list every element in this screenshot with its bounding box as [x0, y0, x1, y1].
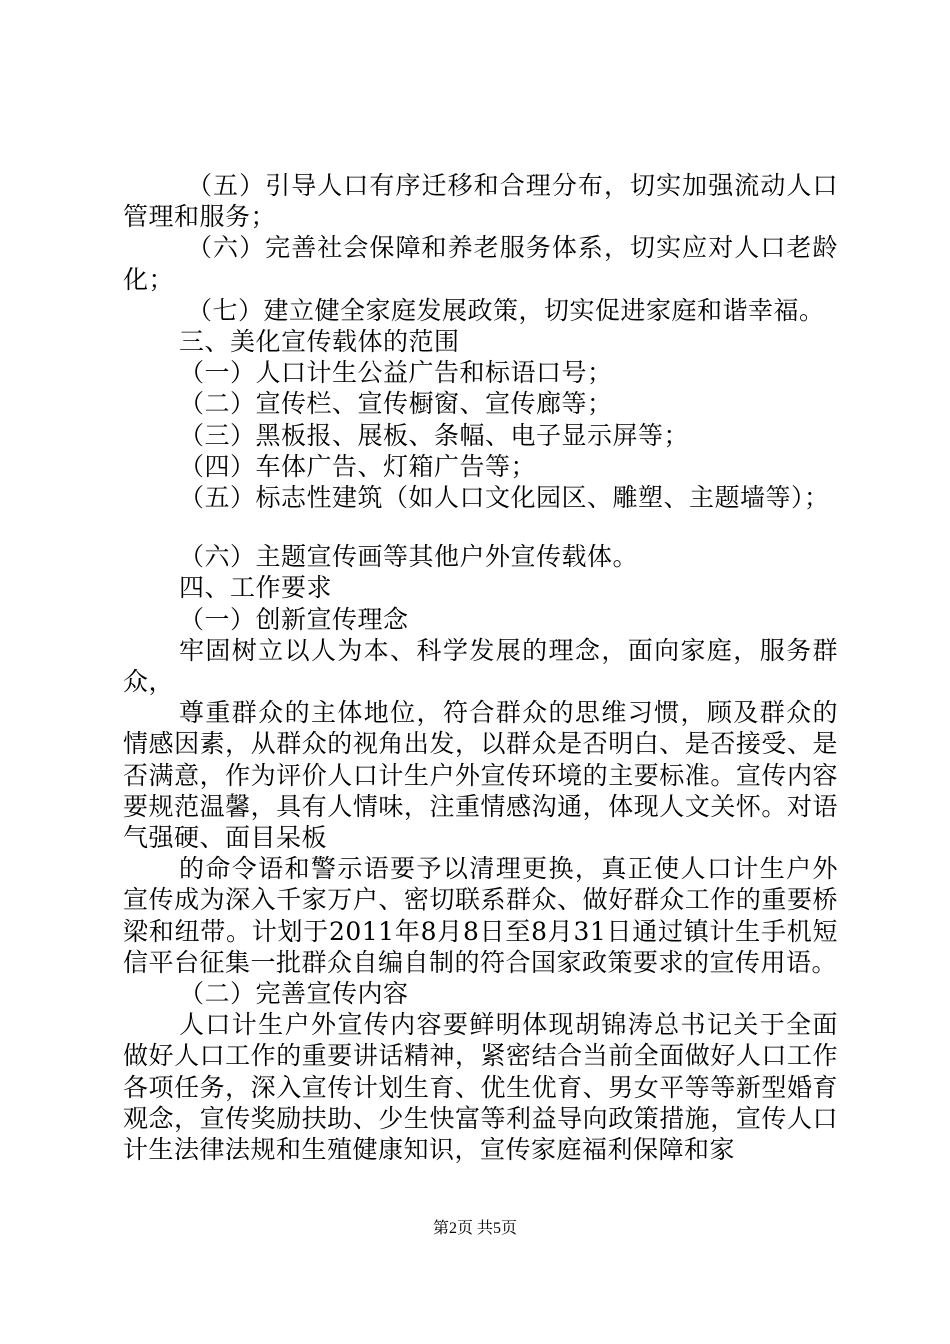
subsection-heading: （一）创新宣传理念 — [179, 604, 409, 634]
paragraph: 人口计生户外宣传内容要鲜明体现胡锦涛总书记关于全面做好人口工作的重要讲话精神，紧密结合当前全面做好人口工作各项任务，深入宣传计划生育、优生优育、男女平等等新型婚育观念，宣传奖励扶助、少生快富等利益导向政策措施，宣传人口计生法律法规和生殖健康知识，宣传家庭福利保障和家 — [123, 1010, 838, 1165]
paragraph: 的命令语和警示语要予以清理更换，真正使人口计生户外宣传成为深入千家万户、密切联系群众、做好群众工作的重要桥梁和纽带。计划于2011年8月8日至8月31日通过镇计生手机短信平台征集一批群众自编自制的符合国家政策要求的宣传用语。 — [123, 854, 838, 977]
paragraph: （七）建立健全家庭发展政策，切实促进家庭和谐幸福。 — [187, 295, 825, 325]
list-item: （三）黑板报、展板、条幅、电子显示屏等； — [179, 420, 690, 450]
spacer — [123, 513, 838, 541]
document-body — [123, 170, 838, 1165]
paragraph: （五）引导人口有序迁移和合理分布，切实加强流动人口管理和服务； — [123, 171, 838, 232]
list-item: （六）主题宣传画等其他户外宣传载体。 — [179, 542, 639, 572]
list-item: （四）车体广告、灯箱广告等； — [179, 451, 537, 481]
list-item: （一）人口计生公益广告和标语口号； — [179, 358, 613, 388]
section-heading: 四、工作要求 — [179, 573, 333, 603]
subsection-heading: （二）完善宣传内容 — [179, 979, 409, 1009]
paragraph: （六）完善社会保障和养老服务体系，切实应对人口老龄化； — [123, 233, 838, 294]
page-number-footer: 第2页 共5页 — [432, 1220, 517, 1237]
list-item: （二）宣传栏、宣传橱窗、宣传廊等； — [179, 389, 613, 419]
list-item: （五）标志性建筑（如人口文化园区、雕塑、主题墙等）； — [179, 483, 830, 513]
paragraph: 牢固树立以人为本、科学发展的理念，面向家庭，服务群众， — [123, 635, 838, 697]
paragraph: 尊重群众的主体地位，符合群众的思维习惯，顾及群众的情感因素，从群众的视角出发，以群众是否明白、是否接受、是否满意，作为评价人口计生户外宣传环境的主要标准。宣传内容要规范温馨，具有人情味，注重情感沟通，体现人文关怀。对语气强硬、面目呆板 — [123, 698, 838, 853]
section-heading: 三、美化宣传载体的范围 — [179, 327, 460, 357]
